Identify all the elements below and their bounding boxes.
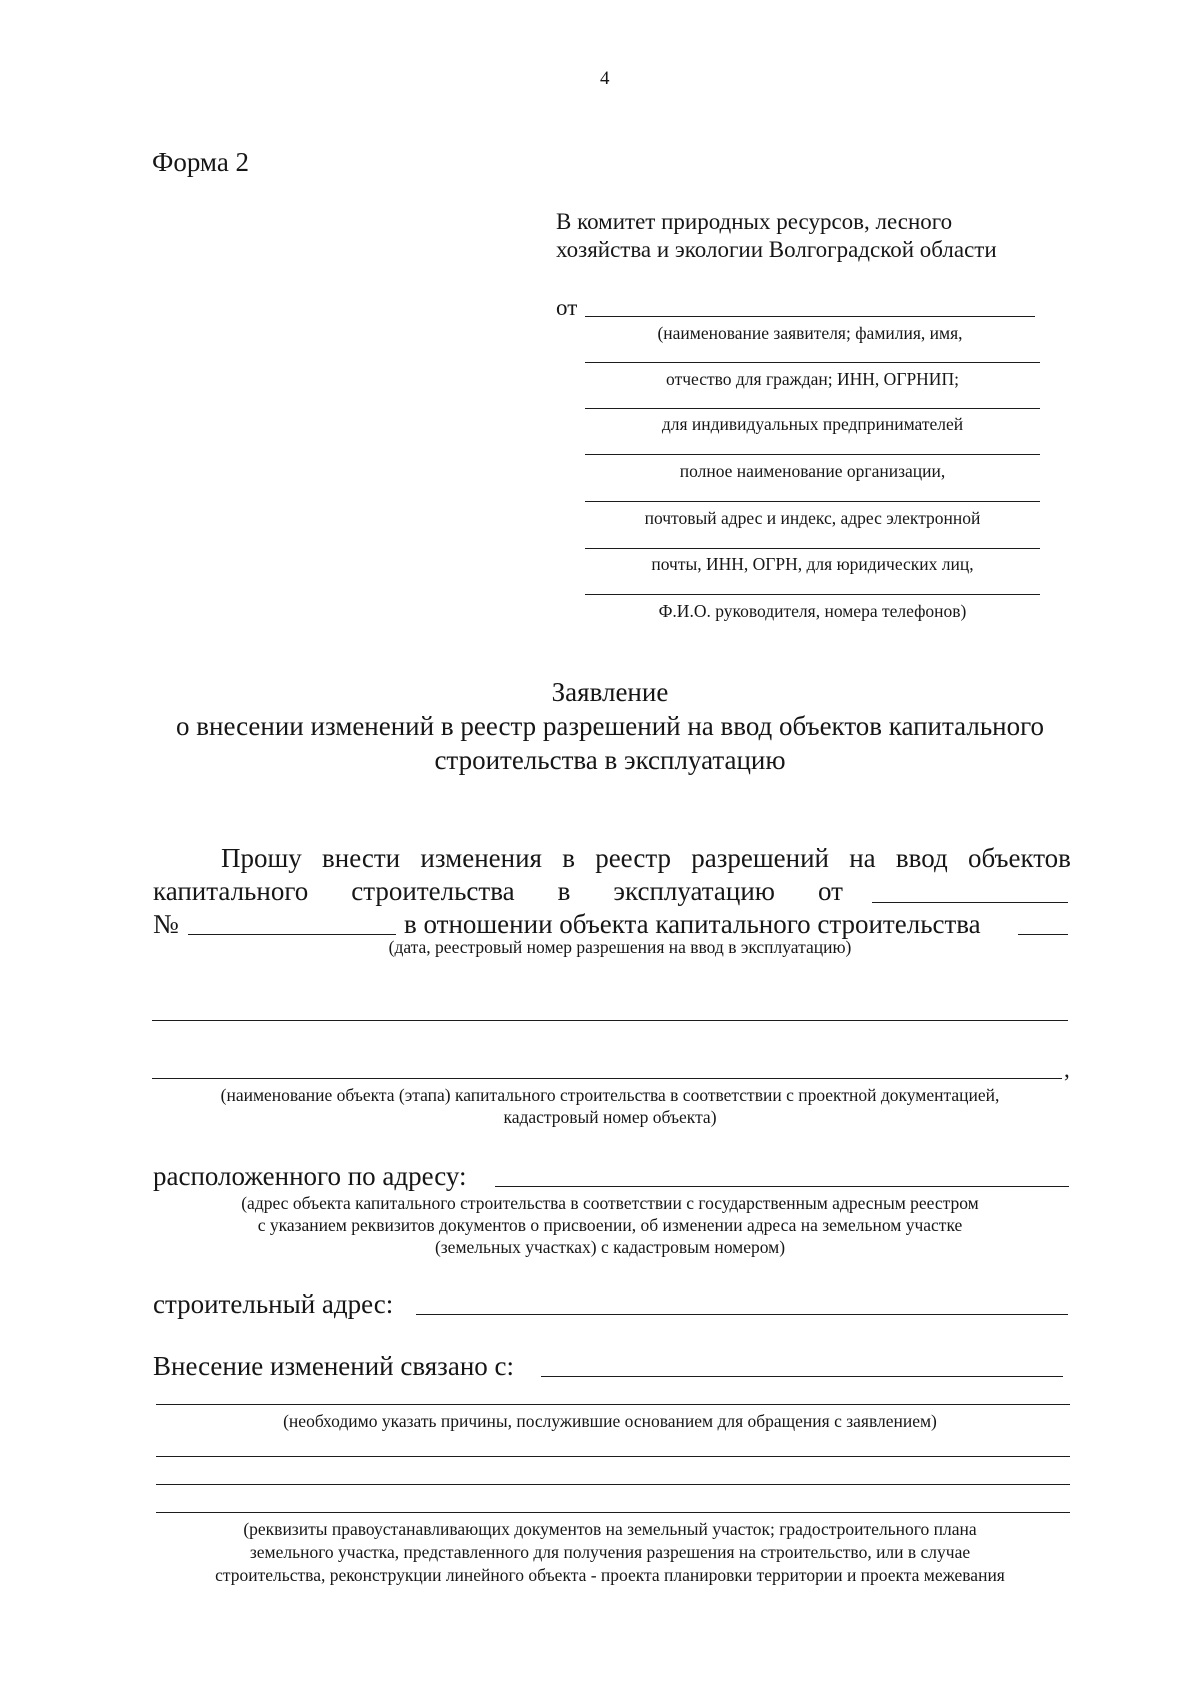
address-caption-3: (земельных участках) с кадастровым номером): [434, 1237, 786, 1257]
object-caption-2: кадастровый номер объекта): [503, 1107, 717, 1127]
located-label: расположенного по адресу:: [153, 1161, 467, 1191]
object-name-input-line-2[interactable]: [152, 1078, 1062, 1079]
addressee-line-1: В комитет природных ресурсов, лесного: [556, 209, 953, 234]
build-address-input-line[interactable]: [416, 1314, 1068, 1315]
word: в: [557, 876, 571, 906]
applicant-input-line-6[interactable]: [585, 548, 1040, 549]
word: от: [818, 876, 843, 906]
word: строительства: [351, 876, 515, 906]
word: разрешений: [691, 843, 829, 873]
applicant-input-line-1[interactable]: [585, 316, 1035, 317]
docs-caption-3: строительства, реконструкции линейного объекта - проекта планировки территории и проекта межевания: [215, 1565, 1005, 1585]
object-tail-input-line[interactable]: [1018, 934, 1068, 935]
permit-date-input-line[interactable]: [872, 902, 1068, 903]
statement-subtitle-line-1: о внесении изменений в реестр разрешений на ввод объектов капитального: [176, 711, 1044, 741]
address-input-line[interactable]: [495, 1186, 1069, 1187]
relation-text: в отношении объекта капитального строительства: [404, 909, 981, 939]
word: объектов: [967, 843, 1071, 873]
applicant-input-line-4[interactable]: [585, 454, 1040, 455]
applicant-input-line-3[interactable]: [585, 408, 1040, 409]
docs-input-line-1[interactable]: [156, 1456, 1070, 1457]
applicant-caption-3: для индивидуальных предпринимателей: [661, 414, 964, 434]
applicant-caption-4: полное наименование организации,: [679, 461, 946, 481]
word: изменения: [420, 843, 542, 873]
permit-caption: (дата, реестровый номер разрешения на ввод в эксплуатацию): [388, 937, 852, 957]
statement-title: Заявление: [551, 677, 669, 707]
changes-input-line-1[interactable]: [541, 1376, 1063, 1377]
word: в: [562, 843, 575, 873]
from-label: от: [556, 295, 578, 320]
word: ввод: [895, 843, 948, 873]
reasons-caption: (необходимо указать причины, послужившие основанием для обращения с заявлением): [283, 1411, 937, 1431]
address-caption-2: с указанием реквизитов документов о присвоении, об изменении адреса на земельном участке: [257, 1215, 963, 1235]
word: внести: [322, 843, 401, 873]
word: капитального: [153, 876, 309, 906]
word: эксплуатацию: [613, 876, 775, 906]
docs-caption-1: (реквизиты правоустанавливающих документов на земельный участок; градостроительного плана: [243, 1519, 977, 1539]
word: Прошу: [221, 843, 302, 873]
changes-input-line-2[interactable]: [156, 1404, 1070, 1405]
docs-caption-2: земельного участка, представленного для получения разрешения на строительство, или в случае: [249, 1542, 971, 1562]
word: на: [849, 843, 876, 873]
statement-subtitle-line-2: строительства в эксплуатацию: [434, 745, 786, 775]
applicant-caption-2: отчество для граждан; ИНН, ОГРНИП;: [666, 369, 959, 389]
address-caption-1: (адрес объекта капитального строительства в соответствии с государственным адресным реестром: [241, 1193, 979, 1213]
permit-number-input-line[interactable]: [188, 934, 396, 935]
number-sign: №: [153, 909, 179, 939]
word: реестр: [595, 843, 671, 873]
request-line-2: [153, 875, 843, 907]
build-address-label: строительный адрес:: [153, 1289, 394, 1319]
object-comma: ,: [1064, 1057, 1070, 1082]
applicant-input-line-2[interactable]: [585, 362, 1040, 363]
applicant-caption-6: почты, ИНН, ОГРН, для юридических лиц,: [651, 554, 974, 574]
docs-input-line-2[interactable]: [156, 1484, 1070, 1485]
object-caption-1: (наименование объекта (этапа) капитального строительства в соответствии с проектной документацией,: [220, 1085, 1000, 1105]
changes-label: Внесение изменений связано с:: [153, 1351, 515, 1381]
object-name-input-line-1[interactable]: [152, 1020, 1068, 1021]
applicant-input-line-7[interactable]: [585, 594, 1040, 595]
form-label: Форма 2: [152, 147, 250, 177]
addressee-line-2: хозяйства и экологии Волгоградской области: [556, 237, 997, 262]
page-number: 4: [600, 68, 610, 89]
applicant-caption-1: (наименование заявителя; фамилия, имя,: [657, 323, 963, 343]
applicant-input-line-5[interactable]: [585, 501, 1040, 502]
docs-input-line-3[interactable]: [156, 1512, 1070, 1513]
applicant-caption-5: почтовый адрес и индекс, адрес электронной: [644, 508, 981, 528]
request-line-1: [221, 842, 1071, 874]
applicant-caption-7: Ф.И.О. руководителя, номера телефонов): [658, 601, 967, 621]
